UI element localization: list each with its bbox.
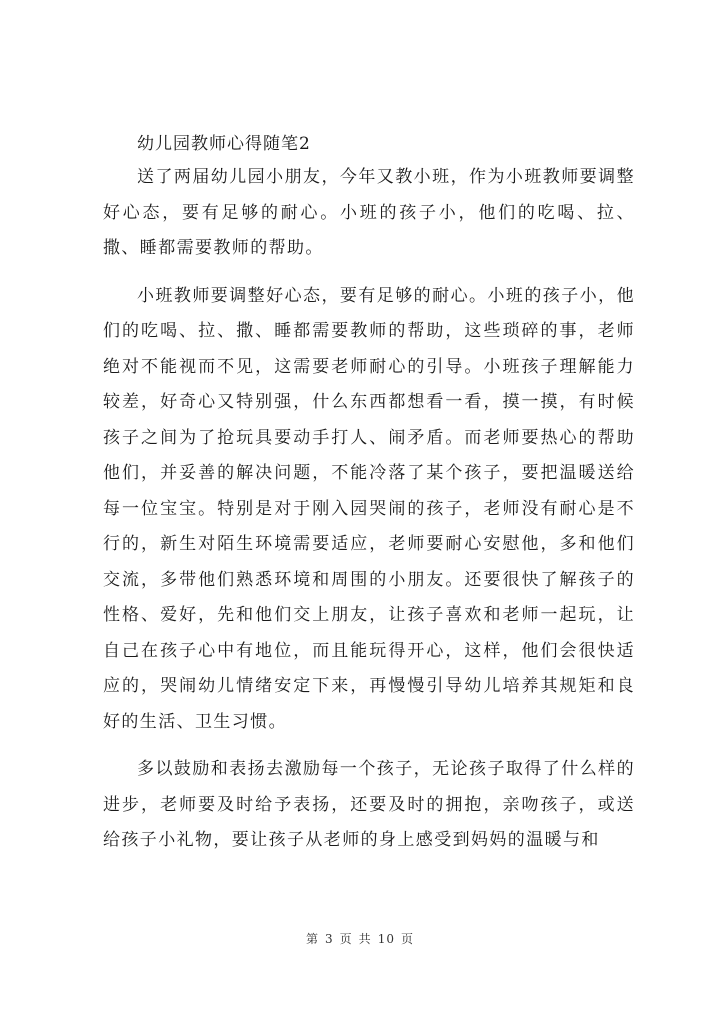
footer-current-page: 3 xyxy=(325,932,334,946)
footer-total-label: 共 xyxy=(358,932,372,946)
footer-total-pages: 10 xyxy=(377,932,395,946)
paragraph-2: 小班教师要调整好心态，要有足够的耐心。小班的孩子小，他们的吃喝、拉、撒、睡都需要教师的帮助，这些琐碎的事，老师绝对不能视而不见，这需要老师耐心的引导。小班孩子理解能力较差，好奇心又特别强，什么东西都想看一看，摸一摸，有时候孩子之间为了抢玩具要动手打人、闹矛盾。而老师要热心的帮助他们，并妥善的解决问题，不能冷落了某个孩子，要把温暖送给每一位宝宝。特别是对于刚入园哭闹的孩子，老师没有耐心是不行的，新生对陌生环境需要适应，老师要耐心安慰他，多和他们交流，多带他们熟悉环境和周围的小朋友。还要很快了解孩子的性格、爱好，先和他们交上朋友，让孩子喜欢和老师一起玩，让自己在孩子心中有地位，而且能玩得开心，这样，他们会很快适应的，哭闹幼儿情绪安定下来，再慢慢引导幼儿培养其规矩和良好的生活、卫生习惯。 xyxy=(103,285,635,732)
document-title: 幼儿园教师心得随笔2 xyxy=(137,134,311,154)
document-body xyxy=(103,128,635,871)
footer-total-unit: 页 xyxy=(400,932,414,946)
page-footer xyxy=(0,930,720,947)
paragraph-1: 送了两届幼儿园小朋友，今年又教小班，作为小班教师要调整好心态，要有足够的耐心。小班的孩子小，他们的吃喝、拉、撒、睡都需要教师的帮助。 xyxy=(103,167,635,258)
footer-page-label: 第 xyxy=(306,932,320,946)
footer-page-unit: 页 xyxy=(339,932,353,946)
paragraph-3: 多以鼓励和表扬去激励每一个孩子，无论孩子取得了什么样的进步，老师要及时给予表扬，还要及时的拥抱，亲吻孩子，或送给孩子小礼物，要让孩子从老师的身上感受到妈妈的温暖与和 xyxy=(103,759,635,850)
